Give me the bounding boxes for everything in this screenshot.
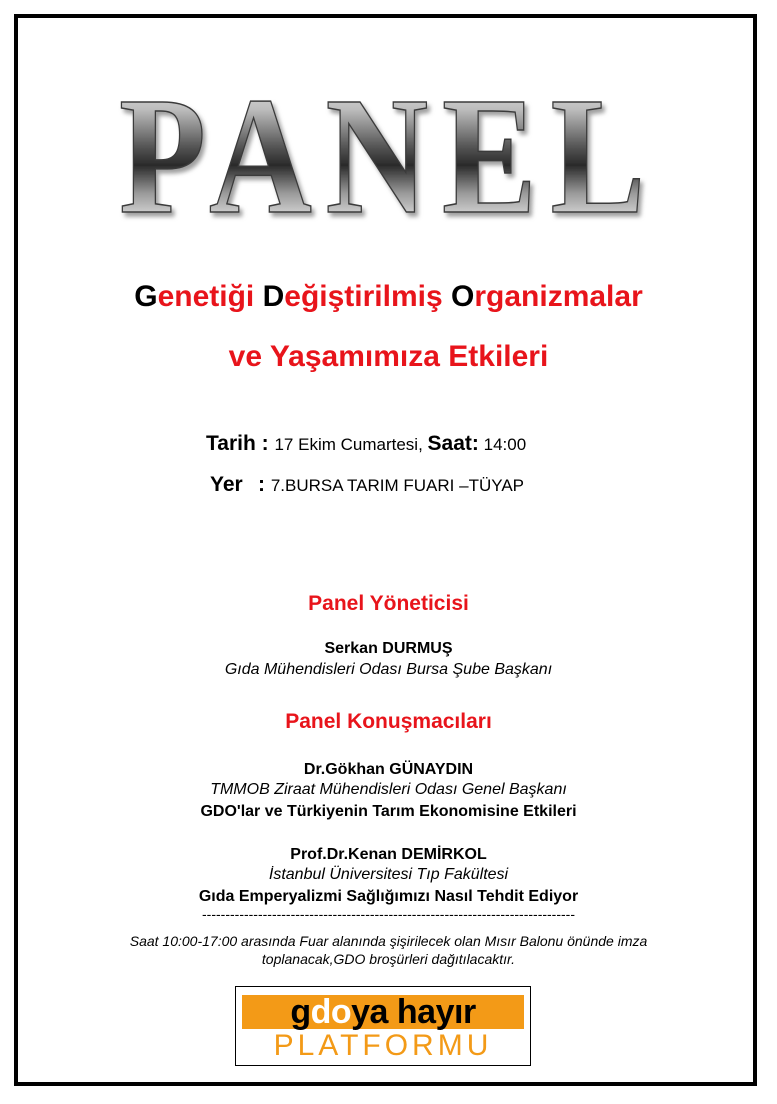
speaker-2-topic: Gıda Emperyalizmi Sağlığımızı Nasıl Tehdit Ediyor: [198, 888, 579, 905]
date-label: Tarih: [206, 432, 256, 455]
moderator-name: Serkan DURMUŞ: [324, 640, 453, 657]
speaker-2-name: Prof.Dr.Kenan DEMİRKOL: [290, 846, 487, 863]
moderator-heading: Panel Yöneticisi: [308, 592, 469, 615]
date-value: 17 Ekim Cumartesi,: [274, 435, 423, 454]
subtitle-line-1: [0, 280, 777, 314]
logo-text-platformu: PLATFORMU: [273, 1029, 493, 1062]
speaker-1-name: Dr.Gökhan GÜNAYDIN: [303, 761, 474, 778]
speaker-2-role: İstanbul Üniversitesi Tıp Fakültesi: [268, 866, 509, 883]
footer-note: Saat 10:00-17:00 arasında Fuar alanında şişirilecek olan Mısır Balonu önünde imza toplanacak,GDO broşürleri dağıtılacaktır.: [129, 933, 648, 967]
event-date-row: [206, 432, 526, 456]
logo-text-g: g: [290, 993, 311, 1031]
logo-text-ya-hayir: ya hayır: [351, 993, 476, 1031]
subtitle-initial-g: G: [134, 280, 158, 313]
subtitle-word-1: enetiği: [157, 280, 263, 313]
event-place-row: [210, 473, 524, 497]
speaker-1-role: TMMOB Ziraat Mühendisleri Odası Genel Başkanı: [210, 781, 567, 798]
logo-text-do: do: [310, 993, 352, 1031]
subtitle-word-3: rganizmalar: [474, 280, 643, 313]
panel-heading-graphic: [109, 62, 669, 249]
place-label: Yer: [210, 473, 243, 496]
place-value: 7.BURSA TARIM FUARI –TÜYAP: [270, 476, 524, 495]
subtitle-word-2: eğiştirilmiş: [284, 280, 451, 313]
panel-heading: [0, 62, 777, 249]
subtitle-initial-o: O: [451, 280, 475, 313]
separator-line: --------------------------------------------------------------------------------: [202, 906, 575, 922]
gdoya-hayir-logo: [235, 986, 531, 1066]
subtitle-initial-d: D: [262, 280, 285, 313]
time-value: 14:00: [483, 435, 527, 454]
logo-top-band: [242, 995, 524, 1029]
place-separator: :: [252, 473, 271, 496]
speakers-heading: Panel Konuşmacıları: [285, 710, 492, 733]
date-separator: :: [255, 432, 275, 455]
panel-heading-text: PANEL: [118, 63, 659, 249]
subtitle-line-2: ve Yaşamımıza Etkileri: [228, 340, 549, 373]
speaker-1-topic: GDO'lar ve Türkiyenin Tarım Ekonomisine Etkileri: [200, 803, 577, 820]
moderator-role: Gıda Mühendisleri Odası Bursa Şube Başkanı: [224, 661, 553, 678]
time-label: Saat:: [427, 432, 479, 455]
